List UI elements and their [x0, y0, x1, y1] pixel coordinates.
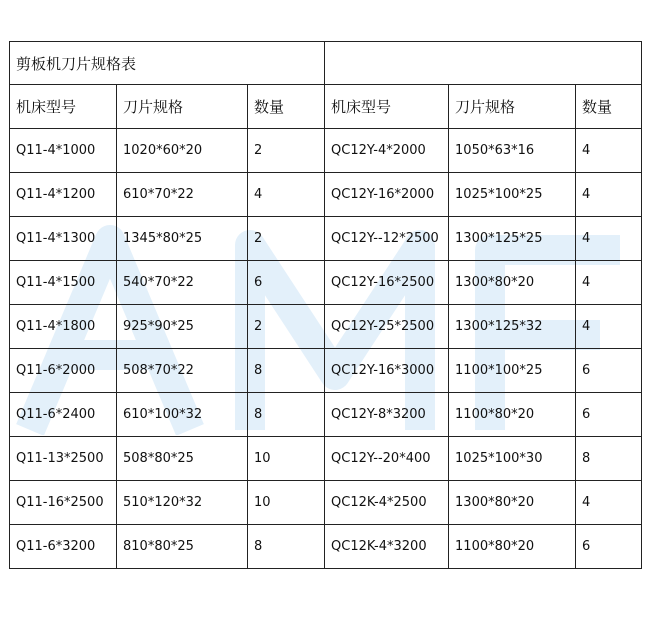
cell-blade-spec: 1025*100*30: [449, 437, 576, 481]
cell-machine-model: Q11-4*1800: [10, 305, 117, 349]
cell-blade-spec: 1050*63*16: [449, 129, 576, 173]
header-quantity: 数量: [576, 85, 642, 129]
blade-spec-table: [9, 41, 642, 569]
cell-quantity: 8: [576, 437, 642, 481]
cell-blade-spec: 610*70*22: [117, 173, 248, 217]
table-row: [10, 437, 642, 481]
cell-blade-spec: 810*80*25: [117, 525, 248, 569]
cell-blade-spec: 1300*125*32: [449, 305, 576, 349]
cell-blade-spec: 1345*80*25: [117, 217, 248, 261]
cell-machine-model: Q11-4*1200: [10, 173, 117, 217]
cell-machine-model: QC12Y-4*2000: [325, 129, 449, 173]
cell-machine-model: QC12K-4*3200: [325, 525, 449, 569]
cell-machine-model: QC12Y-16*2500: [325, 261, 449, 305]
table-row: [10, 305, 642, 349]
cell-machine-model: Q11-6*3200: [10, 525, 117, 569]
cell-quantity: 4: [576, 173, 642, 217]
header-machine-model: 机床型号: [325, 85, 449, 129]
cell-quantity: 10: [248, 437, 325, 481]
cell-machine-model: QC12Y-25*2500: [325, 305, 449, 349]
cell-quantity: 6: [576, 393, 642, 437]
cell-quantity: 4: [576, 129, 642, 173]
cell-blade-spec: 508*70*22: [117, 349, 248, 393]
cell-quantity: 6: [248, 261, 325, 305]
cell-quantity: 4: [576, 305, 642, 349]
cell-blade-spec: 1100*80*20: [449, 393, 576, 437]
cell-quantity: 2: [248, 129, 325, 173]
table-row: [10, 393, 642, 437]
cell-quantity: 6: [576, 349, 642, 393]
header-quantity: 数量: [248, 85, 325, 129]
table-row: [10, 173, 642, 217]
cell-quantity: 4: [576, 261, 642, 305]
cell-blade-spec: 1300*80*20: [449, 481, 576, 525]
cell-machine-model: Q11-13*2500: [10, 437, 117, 481]
table-row: [10, 481, 642, 525]
title-blank-cell: [325, 42, 642, 85]
cell-machine-model: Q11-4*1300: [10, 217, 117, 261]
cell-machine-model: Q11-6*2000: [10, 349, 117, 393]
cell-quantity: 6: [576, 525, 642, 569]
cell-blade-spec: 540*70*22: [117, 261, 248, 305]
cell-quantity: 4: [576, 481, 642, 525]
header-row: [10, 85, 642, 129]
table-row: [10, 525, 642, 569]
cell-quantity: 8: [248, 525, 325, 569]
cell-blade-spec: 1025*100*25: [449, 173, 576, 217]
cell-quantity: 4: [248, 173, 325, 217]
cell-machine-model: QC12Y-16*3000: [325, 349, 449, 393]
table-title: 剪板机刀片规格表: [10, 42, 325, 85]
cell-quantity: 2: [248, 305, 325, 349]
table-row: [10, 349, 642, 393]
cell-blade-spec: 925*90*25: [117, 305, 248, 349]
cell-quantity: 8: [248, 349, 325, 393]
cell-machine-model: Q11-4*1500: [10, 261, 117, 305]
cell-blade-spec: 1020*60*20: [117, 129, 248, 173]
cell-quantity: 2: [248, 217, 325, 261]
cell-machine-model: Q11-4*1000: [10, 129, 117, 173]
cell-machine-model: QC12Y-8*3200: [325, 393, 449, 437]
header-blade-spec: 刀片规格: [449, 85, 576, 129]
cell-blade-spec: 610*100*32: [117, 393, 248, 437]
cell-blade-spec: 1300*125*25: [449, 217, 576, 261]
title-row: [10, 42, 642, 85]
cell-machine-model: Q11-16*2500: [10, 481, 117, 525]
table-row: [10, 217, 642, 261]
cell-machine-model: QC12Y-16*2000: [325, 173, 449, 217]
cell-blade-spec: 1100*100*25: [449, 349, 576, 393]
cell-quantity: 4: [576, 217, 642, 261]
table-row: [10, 129, 642, 173]
header-blade-spec: 刀片规格: [117, 85, 248, 129]
table-row: [10, 261, 642, 305]
cell-blade-spec: 510*120*32: [117, 481, 248, 525]
cell-blade-spec: 508*80*25: [117, 437, 248, 481]
cell-machine-model: QC12Y--20*400: [325, 437, 449, 481]
cell-quantity: 10: [248, 481, 325, 525]
header-machine-model: 机床型号: [10, 85, 117, 129]
cell-blade-spec: 1100*80*20: [449, 525, 576, 569]
cell-blade-spec: 1300*80*20: [449, 261, 576, 305]
cell-machine-model: QC12K-4*2500: [325, 481, 449, 525]
cell-machine-model: QC12Y--12*2500: [325, 217, 449, 261]
cell-machine-model: Q11-6*2400: [10, 393, 117, 437]
cell-quantity: 8: [248, 393, 325, 437]
